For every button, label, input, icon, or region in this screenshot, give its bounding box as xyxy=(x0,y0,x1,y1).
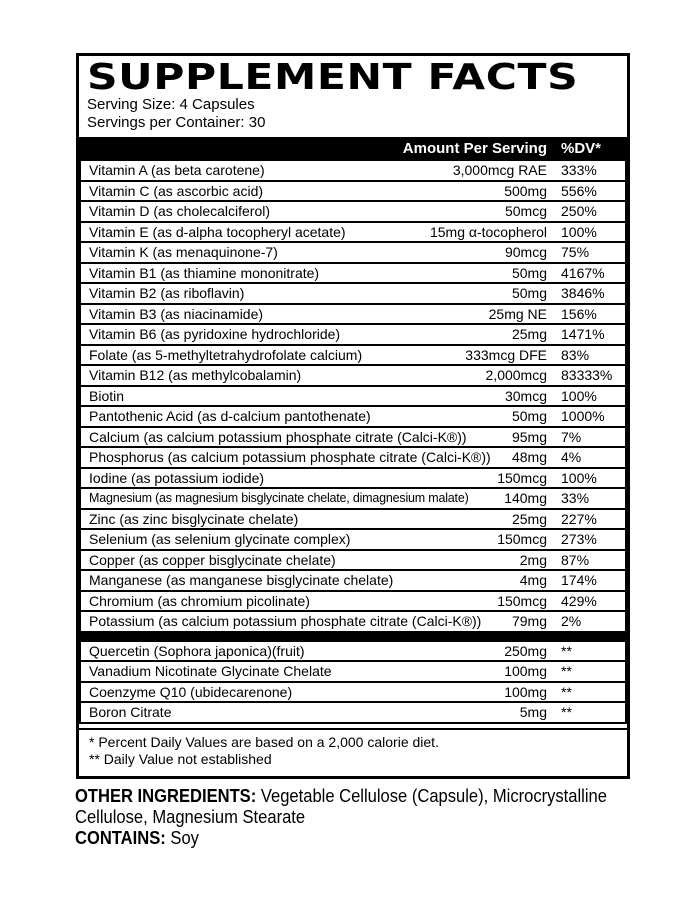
table-row xyxy=(79,549,627,572)
table-row xyxy=(79,467,627,490)
ingredient-name: Vitamin B1 (as thiamine mononitrate) xyxy=(89,264,320,281)
ingredient-name: Zinc (as zinc bisglycinate chelate) xyxy=(89,510,299,527)
table-row xyxy=(79,364,627,387)
ingredient-name: Vitamin B3 (as niacinamide) xyxy=(89,305,264,322)
table-row xyxy=(79,323,627,346)
ingredient-amount: 95mg xyxy=(511,428,547,445)
footnote-daily-values: * Percent Daily Values are based on a 2,000 calorie diet. xyxy=(89,733,439,750)
ingredient-amount: 25mg NE xyxy=(488,305,547,322)
table-row xyxy=(79,681,627,704)
ingredient-amount: 50mg xyxy=(511,264,547,281)
ingredient-amount: 500mg xyxy=(504,182,547,199)
table-row xyxy=(79,528,627,551)
ingredient-amount: 100mg xyxy=(504,683,547,700)
ingredient-dv: 4167% xyxy=(561,264,605,281)
ingredient-dv: 250% xyxy=(561,203,597,219)
ingredient-amount: 15mg α-tocopherol xyxy=(429,223,547,240)
ingredient-amount: 50mg xyxy=(511,408,547,424)
ingredient-amount: 2mg xyxy=(519,551,547,568)
ingredient-name: Vanadium Nicotinate Glycinate Chelate xyxy=(89,663,332,679)
ingredient-name: Quercetin (Sophora japonica)(fruit) xyxy=(89,642,305,659)
table-row xyxy=(79,701,627,724)
ingredient-name: Chromium (as chromium picolinate) xyxy=(89,592,310,609)
ingredient-amount: 25mg xyxy=(511,510,547,527)
ingredient-dv: 556% xyxy=(561,182,597,199)
ingredient-name: Pantothenic Acid (as d-calcium pantothenate) xyxy=(89,408,371,424)
ingredient-dv: 100% xyxy=(561,469,597,486)
ingredient-name: Magnesium (as magnesium bisglycinate chelate, dimagnesium malate) xyxy=(89,491,469,505)
ingredient-dv: 174% xyxy=(561,572,597,588)
ingredient-amount: 5mg xyxy=(519,704,547,720)
ingredient-dv: 83% xyxy=(561,346,590,363)
ingredient-name: Biotin xyxy=(89,387,125,404)
facts-table xyxy=(79,159,627,724)
ingredient-name: Vitamin B12 (as methylcobalamin) xyxy=(89,367,302,383)
table-row xyxy=(79,660,627,683)
contains-text: Soy xyxy=(170,828,199,848)
serving-size: Serving Size: 4 Capsules xyxy=(87,96,255,113)
ingredient-amount: 79mg xyxy=(511,613,547,629)
table-row xyxy=(79,303,627,326)
ingredient-dv: 2% xyxy=(561,613,582,629)
ingredient-amount: 50mg xyxy=(511,285,547,301)
panel-title: SUPPLEMENT FACTS xyxy=(87,57,579,98)
ingredient-dv: ** xyxy=(561,704,572,720)
ingredient-amount: 150mcg xyxy=(497,531,547,547)
ingredient-amount: 50mcg xyxy=(504,203,547,219)
amount-column-header: Amount Per Serving xyxy=(402,139,547,157)
table-row xyxy=(79,159,627,182)
table-row xyxy=(79,446,627,469)
dv-column-header: %DV* xyxy=(561,139,602,157)
ingredient-dv: 87% xyxy=(561,551,590,568)
supplement-facts-panel xyxy=(76,53,630,779)
table-row xyxy=(79,200,627,223)
ingredient-amount: 2,000mcg xyxy=(485,367,547,383)
ingredient-amount: 140mg xyxy=(504,490,547,506)
ingredient-name: Vitamin B6 (as pyridoxine hydrochloride) xyxy=(89,326,341,342)
footnotes xyxy=(79,728,627,776)
ingredient-dv: 100% xyxy=(561,387,597,404)
ingredient-dv: 227% xyxy=(561,510,597,527)
section-separator xyxy=(79,633,627,640)
table-row xyxy=(79,180,627,203)
ingredient-amount: 150mcg xyxy=(497,469,547,486)
ingredient-name: Vitamin C (as ascorbic acid) xyxy=(89,182,264,199)
ingredient-name: Phosphorus (as calcium potassium phosphate citrate (Calci-K®)) xyxy=(89,449,491,465)
ingredient-name: Boron Citrate xyxy=(89,704,172,720)
table-row xyxy=(79,590,627,613)
ingredient-amount: 100mg xyxy=(504,663,547,679)
footnote-dv-not-established: ** Daily Value not established xyxy=(89,751,272,767)
other-ingredients-label: OTHER INGREDIENTS: xyxy=(75,786,257,806)
table-row xyxy=(79,610,627,633)
ingredient-name: Manganese (as manganese bisglycinate chelate) xyxy=(89,572,394,588)
ingredient-dv: 333% xyxy=(561,162,597,178)
ingredient-amount: 4mg xyxy=(519,572,547,588)
ingredient-dv: 83333% xyxy=(561,367,613,383)
table-row xyxy=(79,405,627,428)
ingredient-dv: 156% xyxy=(561,305,597,322)
contains-statement xyxy=(75,828,627,849)
ingredient-name: Iodine (as potassium iodide) xyxy=(89,469,265,486)
table-row xyxy=(79,241,627,264)
ingredient-dv: 7% xyxy=(561,428,582,445)
table-row xyxy=(79,385,627,408)
ingredient-name: Vitamin B2 (as riboflavin) xyxy=(89,285,245,301)
ingredient-amount: 150mcg xyxy=(497,592,547,609)
table-row xyxy=(79,508,627,531)
ingredient-name: Vitamin E (as d-alpha tocopheryl acetate) xyxy=(89,223,346,240)
ingredient-name: Folate (as 5-methyltetrahydrofolate calcium) xyxy=(89,346,363,363)
ingredient-dv: ** xyxy=(561,663,572,679)
table-row xyxy=(79,487,627,510)
table-row xyxy=(79,426,627,449)
ingredient-name: Vitamin A (as beta carotene) xyxy=(89,162,265,178)
ingredient-amount: 48mg xyxy=(511,449,547,465)
ingredient-amount: 30mcg xyxy=(504,387,547,404)
column-header-bar xyxy=(79,137,627,159)
ingredient-name: Potassium (as calcium potassium phosphate citrate (Calci-K®)) xyxy=(89,613,482,629)
ingredient-name: Vitamin K (as menaquinone-7) xyxy=(89,244,278,260)
servings-per-container: Servings per Container: 30 xyxy=(87,114,266,131)
ingredient-name: Vitamin D (as cholecalciferol) xyxy=(89,203,271,219)
ingredient-dv: 3846% xyxy=(561,285,605,301)
ingredient-amount: 90mcg xyxy=(504,244,547,260)
ingredient-amount: 250mg xyxy=(504,642,547,659)
ingredient-name: Calcium (as calcium potassium phosphate citrate (Calci-K®)) xyxy=(89,428,467,445)
contains-label: CONTAINS: xyxy=(75,828,166,848)
ingredients-statement xyxy=(75,786,627,849)
table-row xyxy=(79,262,627,285)
ingredient-dv: 4% xyxy=(561,449,582,465)
ingredient-dv: 429% xyxy=(561,592,597,609)
ingredient-dv: 75% xyxy=(561,244,590,260)
ingredient-name: Coenzyme Q10 (ubidecarenone) xyxy=(89,683,293,700)
table-row xyxy=(79,640,627,663)
ingredient-dv: 100% xyxy=(561,223,597,240)
panel-header xyxy=(79,56,627,137)
ingredient-amount: 25mg xyxy=(511,326,547,342)
ingredient-name: Copper (as copper bisglycinate chelate) xyxy=(89,551,336,568)
table-row xyxy=(79,344,627,367)
table-row xyxy=(79,221,627,244)
table-row xyxy=(79,282,627,305)
ingredient-dv: 1471% xyxy=(561,326,605,342)
ingredient-dv: 1000% xyxy=(561,408,605,424)
ingredient-dv: ** xyxy=(561,683,572,700)
ingredient-amount: 333mcg DFE xyxy=(465,346,547,363)
other-ingredients xyxy=(75,786,627,828)
ingredient-name: Selenium (as selenium glycinate complex) xyxy=(89,531,351,547)
ingredient-dv: 273% xyxy=(561,531,597,547)
ingredient-dv: 33% xyxy=(561,490,590,506)
ingredient-dv: ** xyxy=(561,642,572,659)
other-ingredients-text: Vegetable Cellulose (Capsule), Microcrystalline Cellulose, Magnesium Stearate xyxy=(75,786,607,827)
table-row xyxy=(79,569,627,592)
ingredient-amount: 3,000mcg RAE xyxy=(452,162,547,178)
